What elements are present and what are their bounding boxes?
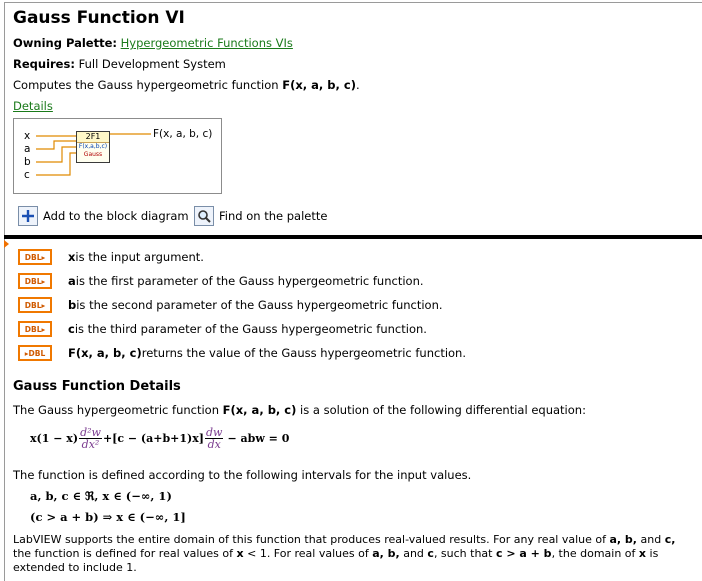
find-on-palette-button[interactable] — [194, 206, 327, 226]
details-link[interactable]: Details — [13, 99, 53, 113]
details-heading: Gauss Function Details — [13, 379, 181, 394]
dbl-input-icon: DBL ▸ — [18, 297, 52, 313]
eq-fraction-second-derivative: $\frac{\text{d²w}}{\text{dx²}}$ — [80, 426, 101, 451]
description-line — [13, 78, 360, 92]
node-top-label: 2F1 — [77, 132, 109, 143]
magnifier-icon — [194, 206, 214, 226]
details-paragraph-3-line-2: the function is defined for real values of x < 1. For real values of a, b, and c, such that c > a + b, the domain of x is — [13, 547, 659, 560]
param-name: c — [68, 322, 75, 336]
param-desc: is the third parameter of the Gauss hypergeometric function. — [74, 322, 427, 336]
interval-2: (c > a + b) ⇒ x ∈ (−∞, 1] — [30, 510, 186, 524]
input-label-x: x — [24, 130, 31, 142]
dbl-input-icon: DBL ▸ — [18, 321, 52, 337]
eq-term-2: +[c − (a+b+1)x] — [102, 432, 205, 445]
interval-1: a, b, c ∈ ℜ, x ∈ (−∞, 1) — [30, 489, 172, 503]
owning-palette-label: Owning Palette: — [13, 36, 117, 50]
differential-equation — [30, 427, 289, 450]
param-desc: is the second parameter of the Gauss hypergeometric function. — [76, 298, 443, 312]
param-row-a — [18, 273, 424, 289]
section-divider — [4, 235, 702, 239]
description-period: . — [355, 78, 360, 92]
dbl-input-icon: DBL ▸ — [18, 273, 52, 289]
param-name: b — [68, 298, 77, 312]
description-text: Computes the Gauss hypergeometric function — [13, 78, 283, 92]
divider-arrow-icon — [4, 240, 9, 248]
param-row-c — [18, 321, 427, 337]
input-label-c: c — [24, 169, 30, 181]
eq-fraction-first-derivative: $\frac{dw}{dx}$ — [206, 426, 223, 451]
input-label-b: b — [24, 156, 31, 168]
add-to-block-diagram-label: Add to the block diagram — [43, 209, 189, 223]
details-paragraph-3-line-3: extended to include 1. — [13, 561, 137, 574]
param-desc: is the input argument. — [75, 250, 204, 264]
output-label: F(x, a, b, c) — [153, 128, 213, 140]
owning-palette-link[interactable]: Hypergeometric Functions VIs — [120, 36, 293, 50]
details-paragraph-1: The Gauss hypergeometric function F(x, a, b, c) is a solution of the following differential equation: — [13, 403, 586, 417]
param-row-x — [18, 249, 204, 265]
connector-pane-diagram — [13, 118, 222, 194]
plus-icon — [18, 206, 38, 226]
node-label-function: F(x,a,b,c) — [78, 143, 108, 150]
gauss-function-node-icon — [76, 131, 110, 163]
find-on-palette-label: Find on the palette — [219, 209, 328, 223]
param-desc: returns the value of the Gauss hypergeometric function. — [141, 346, 467, 360]
input-label-a: a — [24, 143, 31, 155]
param-row-output — [18, 345, 466, 361]
details-paragraph-3-line-1: LabVIEW supports the entire domain of this function that produces real-valued results. For any real value of a, b, and c, — [13, 533, 676, 546]
add-to-block-diagram-button[interactable] — [18, 206, 189, 226]
description-function: F(x, a, b, c) — [282, 78, 356, 92]
param-name: a — [68, 274, 76, 288]
dbl-output-icon: ▸ DBL — [18, 345, 52, 361]
param-desc: is the first parameter of the Gauss hypergeometric function. — [75, 274, 424, 288]
page-title: Gauss Function VI — [13, 8, 185, 28]
param-row-b — [18, 297, 443, 313]
eq-term-1: x(1 − x) — [30, 432, 79, 445]
requires-value: Full Development System — [78, 57, 226, 71]
param-name: x — [68, 250, 76, 264]
eq-term-3: − abw = 0 — [227, 432, 290, 445]
requires-label: Requires: — [13, 57, 75, 71]
param-name: F(x, a, b, c) — [68, 346, 142, 360]
owning-palette-line — [13, 36, 293, 50]
dbl-input-icon: DBL ▸ — [18, 249, 52, 265]
node-label-gauss: Gauss — [83, 151, 103, 158]
requires-line — [13, 57, 226, 71]
details-paragraph-2: The function is defined according to the following intervals for the input values. — [13, 468, 472, 482]
